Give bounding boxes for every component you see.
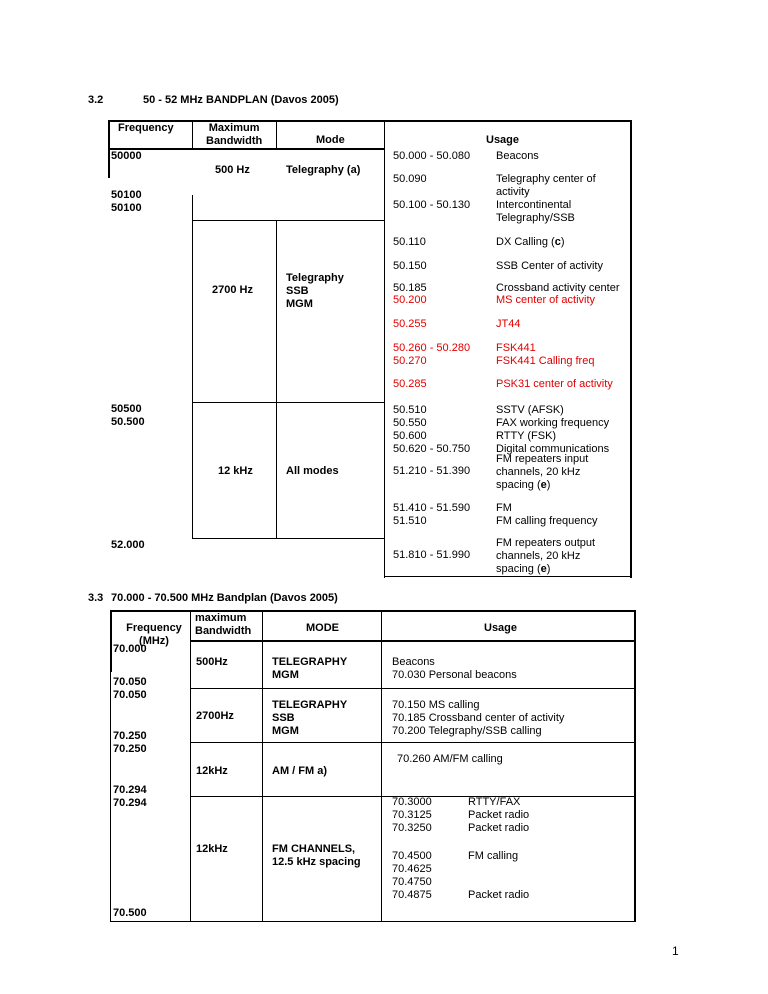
- header-mode: Mode: [316, 134, 345, 146]
- page-number: 1: [672, 944, 679, 958]
- usage-desc: Intercontinental Telegraphy/SSB: [496, 199, 575, 224]
- header-max-bandwidth: Maximum Bandwidth: [206, 122, 263, 147]
- freq-label: 70.000: [113, 643, 147, 655]
- usage-desc: 70.150 MS calling 70.185 Crossband center of activity 70.200 Telegraphy/SSB calling: [392, 699, 565, 737]
- bandwidth-cell: 500 Hz: [215, 164, 250, 176]
- freq-label: 50500 50.500: [111, 403, 145, 428]
- channel-uses: Packet radio: [468, 889, 530, 901]
- bandwidth-cell: 2700Hz: [196, 710, 234, 722]
- usage-freq: 50.260 - 50.280 50.270: [393, 342, 471, 367]
- usage-desc: FM repeaters output channels, 20 kHz spacing (e): [496, 537, 596, 575]
- usage-freq: 50.285: [393, 378, 427, 390]
- freq-label: 52.000: [111, 539, 145, 551]
- usage-freq: 51.410 - 51.590 51.510: [393, 502, 471, 527]
- section-title: 50 - 52 MHz BANDPLAN (Davos 2005): [143, 94, 339, 106]
- mode-cell: Telegraphy SSB MGM: [286, 272, 344, 310]
- header-usage: Usage: [484, 622, 518, 634]
- bandwidth-cell: 12 kHz: [218, 465, 253, 477]
- usage-desc: 70.260 AM/FM calling: [397, 753, 503, 765]
- usage-freq: 51.210 - 51.390: [393, 465, 471, 477]
- usage-desc: FM FM calling frequency: [496, 502, 598, 527]
- bandwidth-cell: 500Hz: [196, 656, 228, 668]
- channel-uses: FM calling: [468, 850, 519, 862]
- usage-desc: MS center of activity: [496, 294, 596, 306]
- header-max-bandwidth: maximum Bandwidth: [195, 612, 252, 637]
- freq-label: 70.250 70.250: [113, 730, 147, 755]
- usage-desc: Crossband activity center: [496, 282, 620, 294]
- usage-desc: PSK31 center of activity: [496, 378, 613, 390]
- usage-desc: SSB Center of activity: [496, 260, 603, 272]
- usage-freq: 50.510 50.550 50.600 50.620 - 50.750: [393, 404, 471, 455]
- mode-cell: TELEGRAPHY SSB MGM: [272, 699, 348, 737]
- section-number: 3.3: [88, 592, 104, 604]
- usage-freq: 50.185: [393, 282, 427, 294]
- freq-label: 50100 50100: [111, 189, 142, 214]
- usage-desc: DX Calling (c): [496, 236, 565, 248]
- freq-label: 70.050 70.050: [113, 676, 147, 701]
- channel-uses: RTTY/FAX Packet radio Packet radio: [468, 796, 530, 834]
- bandwidth-cell: 12kHz: [196, 843, 228, 855]
- bandwidth-cell: 2700 Hz: [212, 284, 253, 296]
- usage-freq: 50.110: [393, 236, 426, 248]
- header-usage: Usage: [486, 134, 520, 146]
- channel-freqs: 70.3000 70.3125 70.3250: [392, 796, 432, 834]
- usage-freq: 50.255: [393, 318, 427, 330]
- mode-cell: FM CHANNELS, 12.5 kHz spacing: [272, 843, 361, 868]
- usage-freq: 50.000 - 50.080: [393, 150, 471, 162]
- usage-freq: 50.200: [393, 294, 427, 306]
- header-frequency: Frequency: [118, 122, 174, 134]
- usage-desc: Telegraphy center of activity: [496, 173, 596, 198]
- freq-label: 70.500: [113, 907, 147, 919]
- mode-cell: Telegraphy (a): [286, 164, 361, 176]
- usage-freq: 50.150: [393, 260, 427, 272]
- section-number: 3.2: [88, 94, 104, 106]
- header-mode: MODE: [306, 622, 339, 634]
- header-frequency: Frequency (MHz): [126, 622, 182, 647]
- channel-freqs: 70.4500 70.4625 70.4750 70.4875: [392, 850, 432, 901]
- mode-cell: All modes: [286, 465, 339, 477]
- usage-desc: Beacons 70.030 Personal beacons: [392, 656, 517, 681]
- usage-freq: 50.090: [393, 173, 427, 185]
- usage-desc: JT44: [496, 318, 521, 330]
- section-title: 70.000 - 70.500 MHz Bandplan (Davos 2005): [111, 592, 338, 604]
- usage-freq: 50.100 - 50.130: [393, 199, 471, 211]
- mode-cell: AM / FM a): [272, 765, 327, 777]
- usage-desc: Beacons: [496, 150, 539, 162]
- usage-desc: SSTV (AFSK) FAX working frequency RTTY (FSK) Digital communications: [496, 404, 610, 455]
- usage-freq: 51.810 - 51.990: [393, 549, 471, 561]
- usage-desc: FSK441 FSK441 Calling freq: [496, 342, 595, 367]
- usage-desc: FM repeaters input channels, 20 kHz spacing (e): [496, 453, 589, 491]
- bandwidth-cell: 12kHz: [196, 765, 228, 777]
- freq-label: 70.294 70.294: [113, 784, 147, 809]
- freq-label: 50000: [111, 150, 142, 162]
- mode-cell: TELEGRAPHY MGM: [272, 656, 348, 681]
